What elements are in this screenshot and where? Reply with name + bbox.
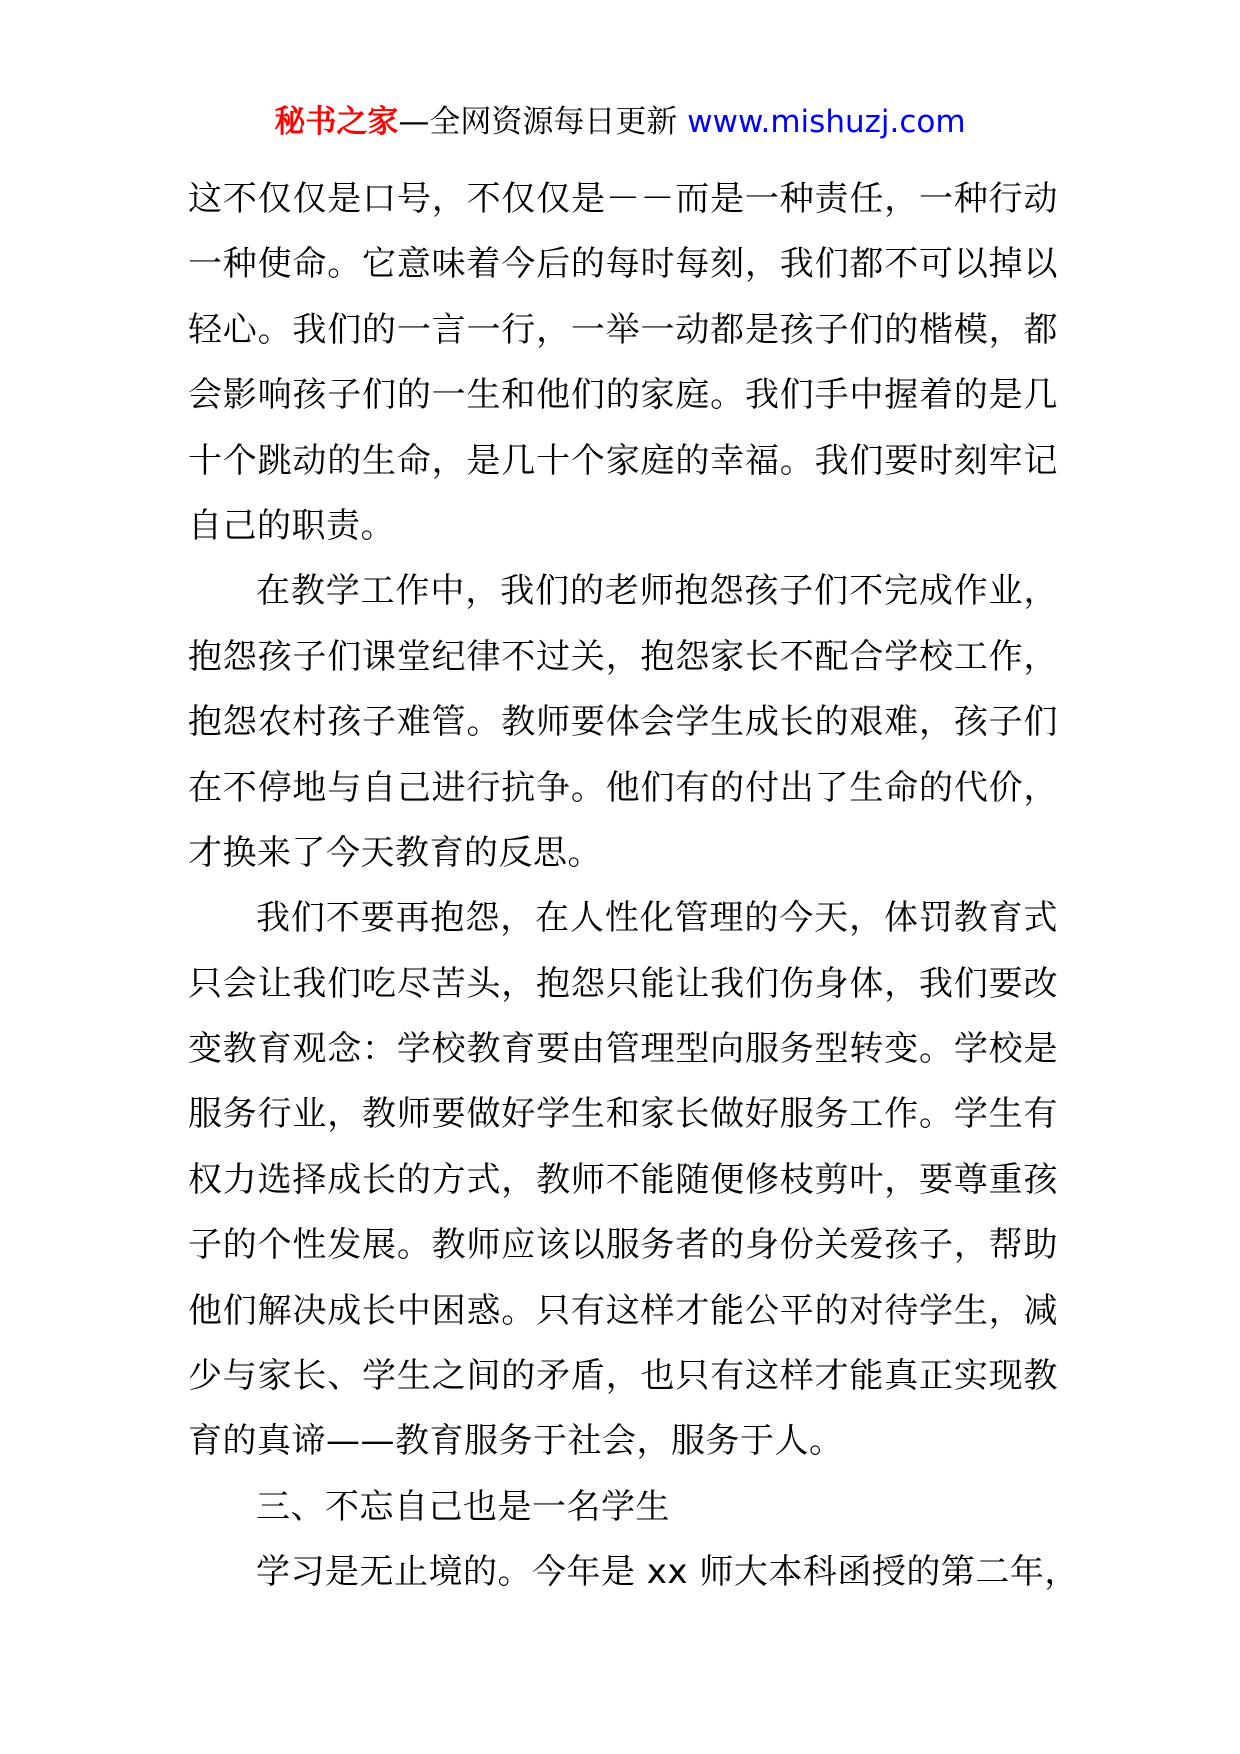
text-line: 我们不要再抱怨，在人性化管理的今天，体罚教育式 xyxy=(256,898,1058,939)
site-header xyxy=(0,100,1240,144)
text-line: 少与家长、学生之间的矛盾，也只有这样才能真正实现教 xyxy=(188,1356,1058,1397)
text-line: 抱怨孩子们课堂纪律不过关，抱怨家长不配合学校工作， xyxy=(188,636,1058,677)
header-url[interactable]: www.mishuzj.com xyxy=(687,104,966,140)
header-tagline: —全网资源每日更新 xyxy=(398,104,688,140)
text-line: 在教学工作中，我们的老师抱怨孩子们不完成作业， xyxy=(256,571,1058,612)
text-line: 一种使命。它意味着今后的每时每刻，我们都不可以掉以 xyxy=(188,244,1058,285)
text-line: 这不仅仅是口号，不仅仅是－－而是一种责任，一种行动 xyxy=(188,179,1058,219)
text-line: 在不停地与自己进行抗争。他们有的付出了生命的代价， xyxy=(188,767,1058,808)
text-line: 只会让我们吃尽苦头，抱怨只能让我们伤身体，我们要改 xyxy=(188,963,1058,1004)
text-line: 变教育观念：学校教育要由管理型向服务型转变。学校是 xyxy=(188,1029,1058,1070)
text-line: 轻心。我们的一言一行，一举一动都是孩子们的楷模，都 xyxy=(188,309,1058,350)
text-line: 权力选择成长的方式，教师不能随便修枝剪叶，要尊重孩 xyxy=(188,1159,1058,1200)
text-line: 学习是无止境的。今年是 xx 师大本科函授的第二年， xyxy=(256,1552,1079,1593)
text-line: 会影响孩子们的一生和他们的家庭。我们手中握着的是几 xyxy=(188,375,1058,416)
text-line: 育的真谛——教育服务于社会，服务于人。 xyxy=(188,1421,844,1462)
text-line: 子的个性发展。教师应该以服务者的身份关爱孩子，帮助 xyxy=(188,1225,1058,1266)
text-line: 自己的职责。 xyxy=(188,505,395,546)
text-line: 抱怨农村孩子难管。教师要体会学生成长的艰难，孩子们 xyxy=(188,702,1058,743)
document-body xyxy=(188,167,1079,1606)
text-line: 三、不忘自己也是一名学生 xyxy=(256,1486,670,1527)
text-line: 才换来了今天教育的反思。 xyxy=(188,832,602,873)
text-line: 十个跳动的生命，是几十个家庭的幸福。我们要时刻牢记 xyxy=(188,440,1058,481)
brand-name: 秘书之家 xyxy=(274,104,399,140)
text-line: 服务行业，教师要做好学生和家长做好服务工作。学生有 xyxy=(188,1094,1058,1135)
text-line: 他们解决成长中困惑。只有这样才能公平的对待学生，减 xyxy=(188,1290,1058,1331)
